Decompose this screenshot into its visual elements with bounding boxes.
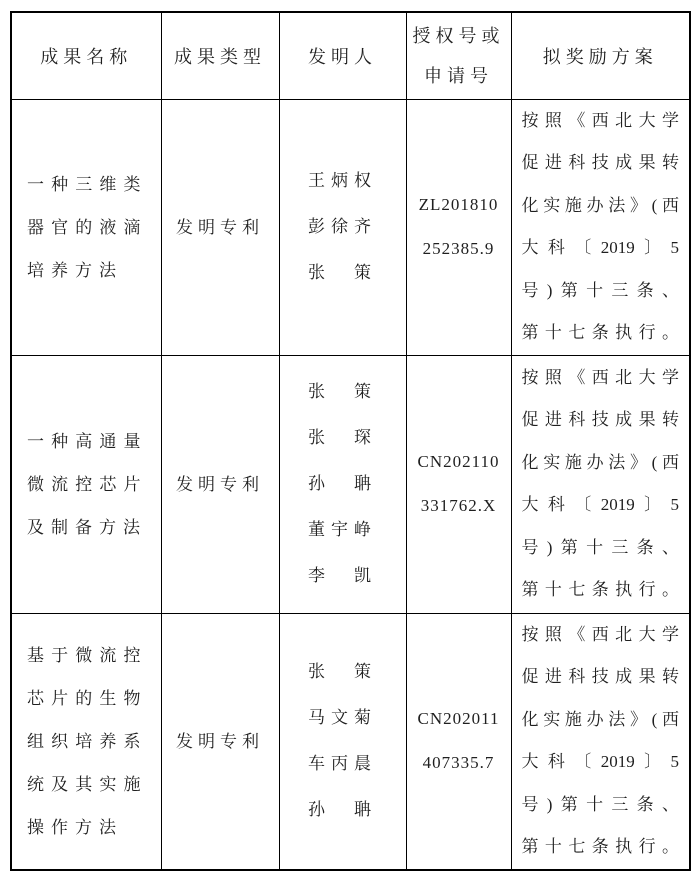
- header-achievement-name: 成果名称: [11, 12, 161, 99]
- reward-plan-line: 化实施办法》(西: [521, 195, 679, 215]
- header-patent-number: [406, 12, 511, 99]
- cell-reward-plan: [511, 613, 690, 870]
- cell-inventors: [279, 355, 406, 613]
- cell-patent-number: [406, 355, 511, 613]
- inventor-name: 董宇峥: [308, 520, 377, 539]
- achievement-name-text: 基于微流控芯片的生物组织培养系统及其实施操作方法: [27, 645, 148, 837]
- cell-achievement-name: [11, 99, 161, 355]
- achievement-type-text: 发明专利: [176, 731, 264, 751]
- table-row: [11, 613, 690, 870]
- achievement-name-text: 一种高通量微流控芯片及制备方法: [27, 431, 148, 537]
- reward-plan-line: 化实施办法》(西: [521, 452, 679, 472]
- patent-number-line: 331762.X: [420, 496, 497, 515]
- cell-achievement-type: [161, 99, 279, 355]
- table-row: [11, 355, 690, 613]
- table-row: [11, 99, 690, 355]
- patent-number-line: CN202011: [417, 709, 500, 728]
- header-patent-number-line1: 授权号或: [412, 25, 505, 46]
- cell-patent-number: [406, 613, 511, 870]
- inventor-name: 车丙晨: [308, 754, 377, 773]
- reward-plan-line: 号)第十三条、: [521, 794, 679, 814]
- patent-number-line: CN202110: [417, 452, 500, 471]
- cell-reward-plan: [511, 99, 690, 355]
- reward-plan-line: 号)第十三条、: [521, 537, 679, 557]
- cell-reward-plan: [511, 355, 690, 613]
- inventor-name: 孙 聃: [308, 474, 377, 493]
- header-achievement-type: 成果类型: [161, 12, 279, 99]
- reward-plan-line: 按照《西北大学: [521, 367, 679, 387]
- reward-plan-line: 号)第十三条、: [521, 280, 679, 300]
- reward-plan-line: 第十七条执行。: [521, 323, 679, 342]
- reward-plan-line: 大科〔2019〕5: [521, 752, 679, 771]
- header-patent-number-line2: 申请号: [424, 65, 493, 86]
- table-header-row: [11, 12, 690, 99]
- inventor-name: 马文菊: [308, 708, 377, 727]
- cell-achievement-type: [161, 355, 279, 613]
- header-inventor: 发明人: [279, 12, 406, 99]
- cell-achievement-name: [11, 613, 161, 870]
- inventor-name: 彭徐齐: [308, 217, 377, 236]
- achievement-type-text: 发明专利: [176, 217, 264, 237]
- patent-number-line: 252385.9: [422, 239, 495, 258]
- cell-patent-number: [406, 99, 511, 355]
- patent-number-line: ZL201810: [418, 195, 499, 214]
- reward-plan-line: 第十七条执行。: [521, 837, 679, 856]
- achievement-type-text: 发明专利: [176, 474, 264, 494]
- reward-plan-line: 大科〔2019〕5: [521, 238, 679, 257]
- inventor-name: 张 策: [308, 263, 377, 282]
- inventor-name: 王炳权: [308, 171, 377, 190]
- achievement-name-text: 一种三维类器官的液滴培养方法: [27, 174, 148, 280]
- reward-plan-line: 按照《西北大学: [521, 110, 679, 130]
- reward-plan-line: 化实施办法》(西: [521, 709, 679, 729]
- inventor-name: 孙 聃: [308, 800, 377, 819]
- cell-inventors: [279, 99, 406, 355]
- inventor-name: 张 策: [308, 382, 377, 401]
- inventor-name: 张 策: [308, 662, 377, 681]
- header-reward-plan: 拟奖励方案: [511, 12, 690, 99]
- reward-plan-line: 按照《西北大学: [521, 624, 679, 644]
- reward-plan-line: 促进科技成果转: [521, 667, 679, 686]
- inventor-name: 张 琛: [308, 428, 377, 447]
- reward-plan-line: 促进科技成果转: [521, 410, 679, 429]
- reward-plan-line: 大科〔2019〕5: [521, 495, 679, 514]
- reward-plan-line: 促进科技成果转: [521, 153, 679, 172]
- patent-number-line: 407335.7: [422, 753, 495, 772]
- cell-inventors: [279, 613, 406, 870]
- patent-awards-table: [10, 11, 691, 871]
- inventor-name: 李 凯: [308, 566, 377, 585]
- cell-achievement-name: [11, 355, 161, 613]
- cell-achievement-type: [161, 613, 279, 870]
- reward-plan-line: 第十七条执行。: [521, 580, 679, 599]
